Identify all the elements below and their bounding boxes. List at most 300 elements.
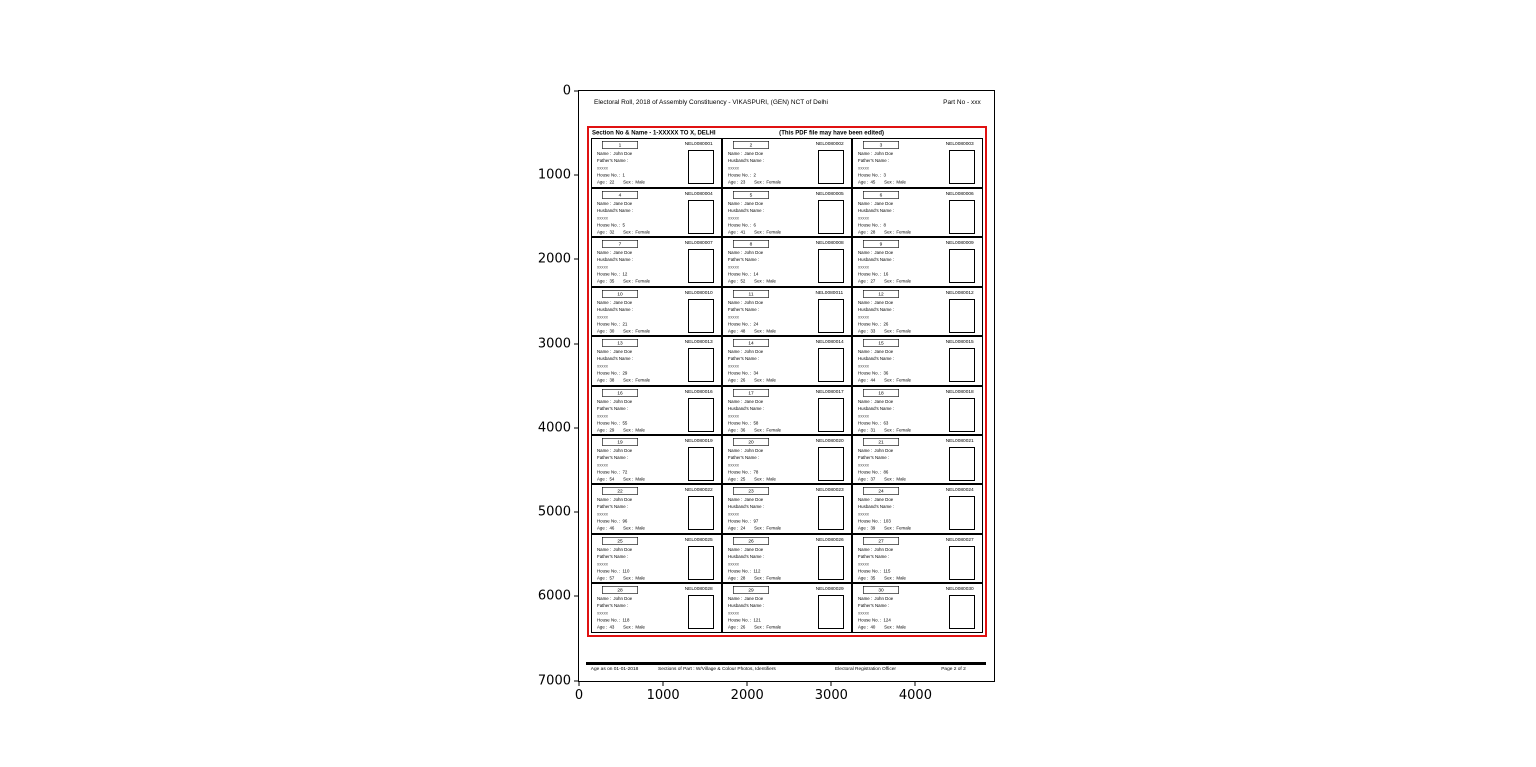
house-value: 3 (883, 172, 887, 178)
house-label: House No. : (596, 420, 621, 426)
age-label: Age : (596, 278, 608, 284)
name-label: Name : (727, 448, 742, 454)
name-label: Name : (727, 200, 742, 206)
sex-value: Female (896, 278, 912, 284)
epic-number: NEL0080003 (945, 141, 974, 147)
card-row (592, 189, 982, 238)
name-label: Name : (858, 448, 873, 454)
relation-value: xxxxx (596, 215, 608, 221)
relation-label: Husband's Name : (858, 306, 895, 312)
voter-card (853, 189, 982, 236)
relation-value: xxxxx (596, 462, 608, 468)
card-row (592, 337, 982, 386)
card-line (858, 461, 949, 468)
sex-label: Sex : (753, 328, 764, 334)
card-row (592, 485, 982, 534)
sex-value: Female (766, 526, 781, 532)
name-value: Jane Doe (744, 398, 763, 404)
card-row (592, 387, 982, 436)
sex-value: Male (635, 476, 645, 482)
house-label: House No. : (596, 321, 621, 327)
serial-number-box: 29 (733, 586, 769, 594)
voter-card (723, 535, 854, 582)
card-line (858, 624, 949, 631)
serial-number-box: 5 (733, 191, 769, 199)
relation-label: Husband's Name : (727, 603, 764, 609)
sex-label: Sex : (753, 180, 764, 186)
age-value: 35 (870, 575, 876, 581)
house-value: 24 (753, 321, 758, 327)
card-line (728, 553, 819, 560)
photo-placeholder (818, 249, 844, 283)
epic-number: NEL0080011 (815, 289, 844, 296)
photo-placeholder (818, 200, 844, 234)
photo-placeholder (818, 595, 844, 629)
photo-placeholder (949, 200, 975, 234)
sex-value: Male (635, 526, 645, 532)
y-tick-mark (574, 596, 579, 597)
card-line (597, 546, 688, 553)
epic-number: NEL0080010 (684, 289, 713, 296)
house-label: House No. : (858, 222, 882, 228)
card-line (728, 320, 819, 327)
age-value: 28 (870, 229, 876, 235)
sex-value: Male (896, 624, 907, 630)
age-label: Age : (858, 624, 869, 630)
card-line (597, 228, 688, 235)
sex-label: Sex : (884, 624, 895, 630)
photo-placeholder (688, 398, 714, 432)
voter-card (592, 337, 723, 384)
age-label: Age : (858, 229, 869, 235)
y-tick-mark (574, 427, 579, 428)
age-label: Age : (596, 575, 608, 581)
age-label: Age : (858, 476, 869, 482)
house-label: House No. : (858, 469, 882, 475)
card-line (728, 546, 819, 553)
sex-value: Male (635, 624, 645, 630)
serial-number-box: 6 (863, 191, 899, 199)
voter-card (723, 337, 854, 384)
sex-label: Sex : (884, 427, 895, 433)
y-tick-label: 4000 (537, 420, 571, 436)
name-label: Name : (858, 151, 873, 157)
relation-label: Father's Name : (858, 455, 890, 461)
relation-label: Father's Name : (727, 257, 759, 263)
name-value: John Doe (613, 596, 633, 602)
card-text (858, 200, 949, 236)
epic-number: NEL0080014 (815, 339, 844, 345)
card-text (728, 150, 819, 186)
card-row (592, 584, 982, 631)
house-value: 86 (883, 469, 889, 475)
relation-label: Father's Name : (858, 603, 890, 609)
name-value: Jane Doe (744, 151, 763, 157)
relation-label: Husband's Name : (727, 208, 764, 213)
age-label: Age : (727, 328, 738, 334)
age-label: Age : (858, 180, 869, 186)
card-text (728, 447, 819, 483)
relation-label: Husband's Name : (858, 257, 895, 263)
age-label: Age : (858, 575, 869, 581)
voter-card (592, 238, 723, 285)
y-tick-label: 7000 (537, 673, 571, 689)
name-value: John Doe (874, 546, 894, 552)
card-line (858, 447, 949, 454)
age-value: 26 (740, 377, 746, 383)
sex-label: Sex : (623, 427, 634, 433)
sex-value: Male (896, 575, 907, 581)
voter-card (723, 485, 854, 532)
card-text (858, 249, 949, 285)
card-line (858, 574, 949, 581)
card-text (728, 299, 819, 335)
voter-card (592, 485, 723, 532)
serial-number-box: 28 (602, 586, 638, 594)
voter-card (592, 535, 723, 582)
card-text (858, 150, 949, 186)
x-tick-label: 1000 (646, 688, 680, 703)
house-label: House No. : (596, 469, 621, 475)
relation-label: Husband's Name : (858, 504, 895, 510)
photo-placeholder (949, 546, 975, 580)
card-line (858, 221, 949, 228)
card-line (597, 461, 688, 468)
name-value: Jane Doe (874, 250, 894, 256)
age-value: 43 (609, 624, 615, 630)
x-tick-mark (663, 681, 664, 686)
house-value: 8 (883, 222, 887, 228)
card-line (728, 624, 819, 631)
voter-card (853, 337, 982, 384)
house-label: House No. : (727, 321, 751, 327)
voter-card (853, 288, 982, 335)
name-label: Name : (727, 250, 742, 256)
epic-number: NEL0080002 (815, 141, 844, 147)
serial-number-box: 25 (602, 537, 638, 545)
house-value: 124 (883, 617, 892, 623)
epic-number: NEL0080006 (945, 190, 974, 197)
card-line (597, 214, 688, 221)
relation-value: xxxxx (858, 561, 870, 567)
voter-card (723, 139, 854, 186)
card-text (858, 398, 949, 434)
card-text (597, 348, 688, 384)
sex-value: Male (766, 476, 776, 482)
card-row (592, 238, 982, 287)
voter-card (592, 189, 723, 236)
house-label: House No. : (727, 617, 751, 623)
age-label: Age : (858, 427, 869, 433)
age-value: 24 (740, 526, 746, 532)
relation-value: xxxxx (727, 561, 739, 567)
house-value: 34 (753, 370, 758, 376)
relation-label: Husband's Name : (596, 356, 634, 362)
x-tick-mark (579, 681, 580, 686)
card-line (597, 567, 688, 574)
card-line (858, 525, 949, 532)
card-line (858, 398, 949, 405)
card-text (728, 546, 819, 582)
serial-number-box: 21 (863, 438, 899, 446)
relation-label: Father's Name : (596, 603, 629, 609)
house-label: House No. : (727, 568, 751, 574)
voter-card (723, 436, 854, 483)
epic-number: NEL0080008 (815, 240, 844, 246)
name-label: Name : (727, 151, 742, 157)
name-label: Name : (596, 151, 612, 157)
sex-value: Female (896, 526, 912, 532)
y-tick-mark (574, 175, 579, 176)
house-label: House No. : (596, 518, 621, 524)
sex-value: Female (896, 328, 912, 334)
y-tick-label: 5000 (537, 504, 571, 520)
voter-card (853, 387, 982, 434)
house-value: 97 (753, 518, 758, 524)
name-label: Name : (727, 497, 742, 503)
age-label: Age : (727, 624, 738, 630)
card-line (597, 525, 688, 532)
y-tick-label: 2000 (537, 251, 571, 267)
card-line (858, 299, 949, 306)
section-header (592, 129, 987, 138)
age-label: Age : (727, 377, 738, 383)
serial-number-box: 3 (863, 141, 899, 149)
sex-label: Sex : (753, 575, 764, 581)
card-text (728, 595, 819, 631)
sex-value: Female (766, 180, 781, 186)
photo-placeholder (949, 496, 975, 530)
name-value: John Doe (744, 448, 763, 454)
sex-label: Sex : (623, 575, 634, 581)
sex-value: Male (635, 180, 645, 186)
sex-label: Sex : (753, 427, 764, 433)
card-line (858, 306, 949, 313)
card-line (858, 214, 949, 221)
sex-value: Female (635, 377, 651, 383)
voter-card (723, 189, 854, 236)
relation-value: xxxxx (727, 264, 739, 270)
card-line (597, 221, 688, 228)
relation-value: xxxxx (727, 363, 739, 369)
house-value: 118 (622, 617, 630, 623)
card-text (597, 150, 688, 186)
house-value: 14 (753, 271, 758, 277)
age-value: 22 (609, 180, 615, 186)
photo-placeholder (688, 546, 714, 580)
relation-label: Husband's Name : (727, 504, 764, 510)
house-value: 1 (622, 172, 625, 178)
relation-label: Husband's Name : (858, 356, 895, 362)
card-text (728, 249, 819, 285)
sex-value: Male (896, 180, 907, 186)
epic-number: NEL0080017 (815, 388, 844, 394)
name-value: John Doe (874, 448, 894, 454)
footer-segment: Sections of Part : W/Village & Colour Photos, Identifiers (658, 666, 776, 672)
sex-label: Sex : (623, 229, 634, 235)
card-line (597, 207, 688, 214)
house-value: 6 (753, 222, 756, 228)
relation-label: Father's Name : (596, 554, 629, 560)
card-line (858, 476, 949, 483)
card-row (592, 139, 982, 188)
card-line (728, 179, 819, 186)
relation-value: xxxxx (858, 363, 870, 369)
card-line (597, 412, 688, 419)
relation-label: Husband's Name : (858, 208, 895, 213)
photo-placeholder (818, 496, 844, 530)
photo-placeholder (949, 595, 975, 629)
sex-label: Sex : (623, 278, 634, 284)
card-text (728, 348, 819, 384)
house-value: 58 (753, 420, 758, 426)
name-value: Jane Doe (613, 200, 633, 206)
card-text (597, 249, 688, 285)
relation-label: Father's Name : (596, 455, 629, 461)
age-value: 57 (609, 575, 615, 581)
house-value: 96 (622, 518, 628, 524)
house-value: 5 (622, 222, 625, 228)
name-value: Jane Doe (874, 349, 894, 355)
card-text (858, 496, 949, 532)
age-value: 36 (740, 427, 746, 433)
photo-placeholder (688, 447, 714, 481)
x-tick-label: 4000 (898, 688, 932, 703)
x-tick-label: 2000 (730, 688, 764, 703)
relation-value: xxxxx (596, 610, 608, 616)
voter-card (723, 238, 854, 285)
relation-value: xxxxx (858, 511, 870, 517)
name-value: Jane Doe (874, 497, 894, 503)
card-text (597, 546, 688, 582)
epic-number: NEL0080007 (684, 240, 713, 246)
house-label: House No. : (858, 172, 882, 178)
sex-label: Sex : (884, 229, 895, 235)
x-tick-mark (747, 681, 748, 686)
photo-placeholder (949, 348, 975, 382)
relation-value: xxxxx (596, 264, 608, 270)
serial-number-box: 8 (733, 240, 769, 248)
sex-label: Sex : (753, 476, 764, 482)
sex-label: Sex : (623, 526, 634, 532)
epic-number: NEL0080016 (684, 388, 713, 394)
sex-label: Sex : (753, 278, 764, 284)
section-note: (This PDF file may have been edited) (779, 129, 885, 137)
name-value: John Doe (744, 250, 763, 256)
voter-card (853, 436, 982, 483)
card-line (597, 419, 688, 426)
age-label: Age : (727, 278, 738, 284)
sex-value: Female (766, 229, 781, 235)
name-label: Name : (858, 546, 873, 552)
epic-number: NEL0080013 (684, 339, 713, 345)
relation-value: xxxxx (727, 215, 739, 221)
card-line (728, 419, 819, 426)
age-label: Age : (858, 278, 869, 284)
age-label: Age : (596, 377, 608, 383)
age-label: Age : (727, 575, 738, 581)
card-line (597, 377, 688, 384)
voter-card (853, 238, 982, 285)
card-line (858, 567, 949, 574)
voter-grid (591, 138, 983, 632)
sex-value: Male (635, 427, 645, 433)
card-line (858, 454, 949, 461)
serial-number-box: 26 (733, 537, 769, 545)
sex-value: Female (766, 624, 781, 630)
name-label: Name : (727, 349, 742, 355)
age-label: Age : (858, 377, 869, 383)
voter-card (723, 584, 854, 631)
serial-number-box: 30 (863, 586, 899, 594)
photo-placeholder (949, 398, 975, 432)
voter-card (853, 584, 982, 631)
relation-value: xxxxx (727, 165, 739, 171)
card-line (597, 327, 688, 334)
photo-placeholder (818, 150, 844, 184)
name-value: Jane Doe (874, 299, 894, 305)
relation-label: Husband's Name : (596, 208, 634, 213)
serial-number-box: 2 (733, 141, 769, 149)
relation-value: xxxxx (858, 314, 870, 320)
photo-placeholder (688, 150, 714, 184)
name-label: Name : (858, 250, 873, 256)
voter-card (592, 584, 723, 631)
card-line (597, 624, 688, 631)
age-value: 40 (870, 624, 876, 630)
house-value: 112 (753, 568, 761, 574)
name-label: Name : (727, 596, 742, 602)
house-label: House No. : (596, 222, 621, 228)
epic-number: NEL0080019 (684, 437, 713, 444)
house-value: 55 (622, 420, 628, 426)
epic-number: NEL0080001 (684, 141, 713, 147)
sex-label: Sex : (753, 624, 764, 630)
page-footer (589, 666, 985, 673)
relation-label: Father's Name : (596, 158, 629, 164)
epic-number: NEL0080015 (945, 339, 974, 345)
age-label: Age : (596, 624, 608, 630)
serial-number-box: 10 (602, 290, 638, 298)
serial-number-box: 23 (733, 487, 769, 495)
epic-number: NEL0080028 (684, 586, 713, 592)
card-line (597, 468, 688, 475)
house-value: 21 (622, 321, 628, 327)
card-line (858, 228, 949, 235)
name-label: Name : (858, 596, 873, 602)
y-tick-label: 6000 (537, 588, 571, 604)
house-label: House No. : (858, 420, 882, 426)
page-header (594, 99, 981, 106)
relation-label: Father's Name : (596, 504, 629, 510)
epic-number: NEL0080020 (815, 437, 844, 444)
card-line (858, 412, 949, 419)
serial-number-box: 7 (602, 240, 638, 248)
footer-rule (586, 662, 986, 665)
serial-number-box: 11 (733, 290, 769, 298)
age-value: 54 (609, 476, 615, 482)
sex-value: Male (766, 328, 776, 334)
serial-number-box: 16 (602, 389, 638, 397)
voter-card (853, 485, 982, 532)
serial-number-box: 12 (863, 290, 899, 298)
relation-value: xxxxx (727, 412, 739, 418)
electoral-roll-page (579, 91, 994, 681)
card-line (597, 398, 688, 405)
relation-value: xxxxx (596, 412, 608, 418)
relation-label: Father's Name : (727, 356, 759, 362)
age-value: 41 (740, 229, 746, 235)
